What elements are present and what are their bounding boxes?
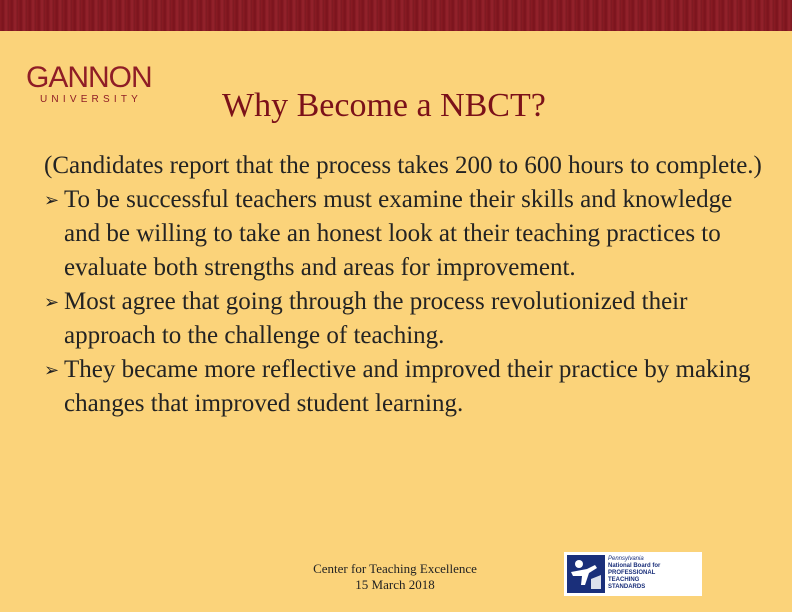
- nbpts-line: STANDARDS: [608, 584, 646, 590]
- logo-wordmark: GANNON: [26, 61, 152, 94]
- arrow-bullet-icon: ➢: [44, 292, 60, 312]
- bullet-item: [44, 285, 764, 353]
- nbpts-line: PROFESSIONAL: [608, 570, 656, 576]
- nbpts-line: Pennsylvania: [608, 556, 644, 562]
- bullet-text: They became more reflective and improved their practice by making changes that improved student learning.: [64, 356, 751, 417]
- top-decorative-band: [0, 0, 792, 31]
- bullet-text: To be successful teachers must examine their skills and knowledge and be willing to take an honest look at their teaching practices to evaluate both strengths and areas for improvement.: [64, 186, 733, 281]
- arrow-bullet-icon: ➢: [44, 190, 60, 210]
- bullet-list: [44, 183, 764, 421]
- footer-organization: Center for Teaching Excellence: [313, 561, 477, 576]
- footer-date: 15 March 2018: [355, 577, 435, 592]
- nbpts-line: TEACHING: [608, 577, 640, 583]
- bullet-text: Most agree that going through the process revolutionized their approach to the challenge of teaching.: [64, 288, 688, 349]
- nbpts-logo: [564, 552, 702, 596]
- gannon-university-logo: [26, 62, 156, 112]
- nbpts-emblem-icon: [567, 555, 605, 593]
- slide-footer: [300, 561, 490, 593]
- nbpts-logo-text: [608, 556, 700, 591]
- intro-paragraph: (Candidates report that the process takes 200 to 600 hours to complete.): [44, 152, 762, 179]
- bullet-item: [44, 183, 764, 285]
- slide-title: Why Become a NBCT?: [222, 87, 546, 124]
- arrow-bullet-icon: ➢: [44, 360, 60, 380]
- nbpts-line: National Board for: [608, 563, 661, 569]
- bullet-item: [44, 353, 764, 421]
- slide-body: [44, 149, 764, 421]
- logo-subtitle: UNIVERSITY: [40, 94, 143, 105]
